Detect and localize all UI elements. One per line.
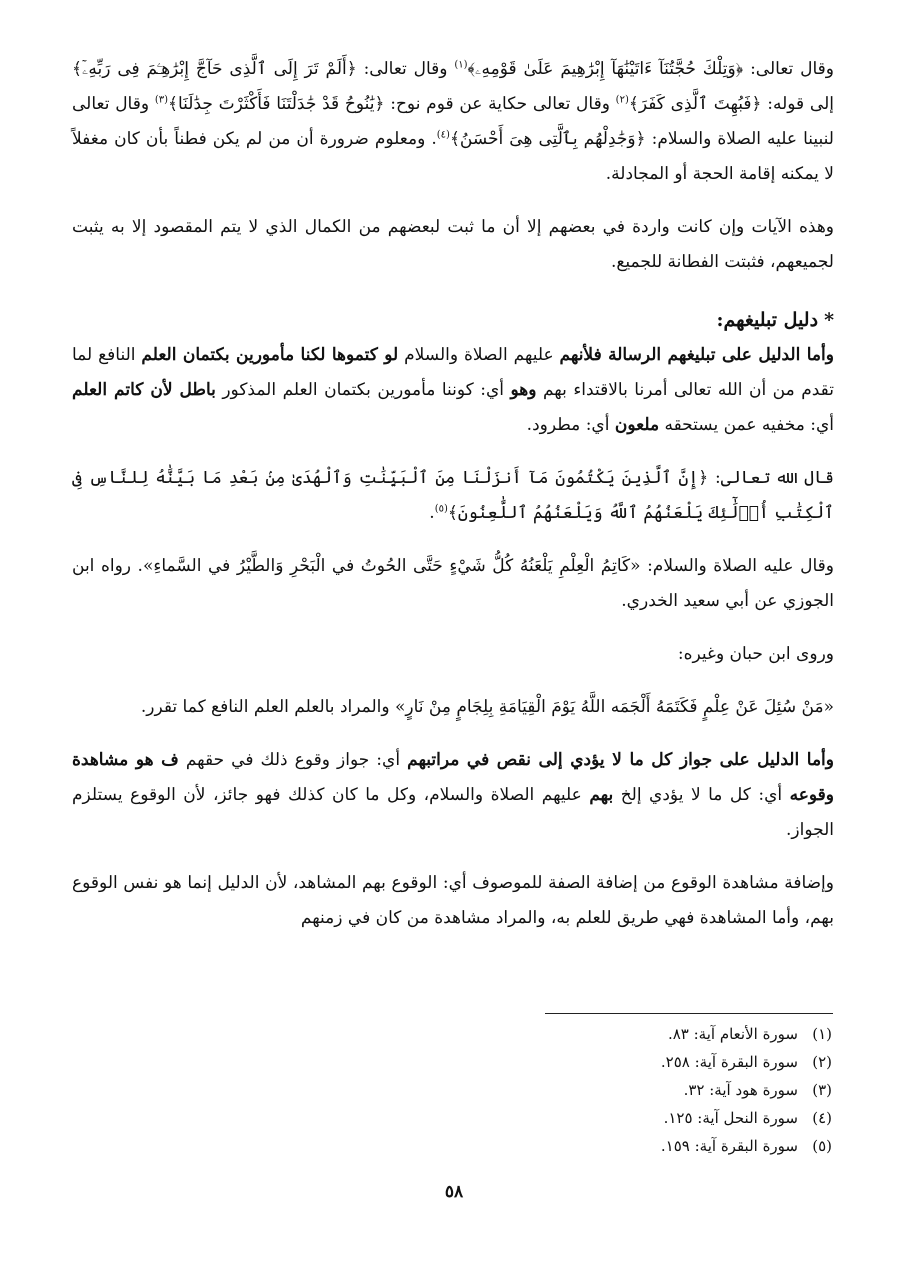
footnote-text: سورة هود آية: ٣٢. <box>683 1081 798 1099</box>
text-run: عليهم الصلاة والسلام <box>398 345 560 365</box>
footnote-text: سورة البقرة آية: ١٥٩. <box>660 1137 798 1155</box>
text-run: . <box>429 503 435 523</box>
text-run: وإضافة مشاهدة الوقوع من إضافة الصفة للموصوف أي: الوقوع بهم المشاهد، لأن الدليل إنما هو نفس الوقوع بهم، وأما المشاهدة فهي طريق للعلم به، والمراد مشاهدة من كان في زمنهم <box>72 873 834 928</box>
footnote-ref: (٥) <box>434 503 448 515</box>
paragraph <box>72 743 834 848</box>
bold-text: وهو <box>510 380 537 400</box>
section-heading <box>72 302 834 338</box>
paragraph <box>72 690 834 725</box>
paragraph <box>72 338 834 443</box>
text-run: أي: مخفيه عمن يستحقه <box>659 415 834 435</box>
text-run: أي: كل ما لا يؤدي إلخ <box>613 785 790 805</box>
bold-text: ف هو مشاهدة وقوعه <box>72 750 834 805</box>
footnote-divider <box>545 1013 833 1014</box>
page-number: ٥٨ <box>444 1182 464 1202</box>
footnote-number: (٥) <box>812 1137 832 1155</box>
text-run: أي: كوننا مأمورين بكتمان العلم المذكور <box>215 380 511 400</box>
footnote <box>532 1076 832 1104</box>
footnote-text: سورة البقرة آية: ٢٥٨. <box>660 1053 798 1071</box>
footnote-number: (٢) <box>812 1053 832 1071</box>
bold-text: وأما الدليل على تبليغهم الرسالة فلأنهم <box>559 345 834 365</box>
paragraph <box>72 866 834 936</box>
text-run: وقال تعالى حكاية عن قوم نوح: ﴿يَٰنُوحُ قَدْ جَٰدَلْتَنَا فَأَكْثَرْتَ جِدَٰلَنَا﴾ <box>168 94 616 114</box>
text-run: النافع لما تقدم من أن الله تعالى أمرنا بالاقتداء بهم <box>72 345 834 400</box>
paragraph <box>72 637 834 672</box>
footnote-ref: (٢) <box>615 94 629 106</box>
bold-text: ملعون <box>614 415 660 435</box>
text-run: . ومعلوم ضرورة أن من لم يكن فطناً بأن كان مغفلاً لا يمكنه إقامة الحجة أو المجادلة. <box>72 129 834 184</box>
text-run: وروى ابن حبان وغيره: <box>677 644 834 664</box>
bold-text: بهم <box>589 785 614 805</box>
footnotes <box>532 1020 832 1160</box>
footnote-text: سورة الأنعام آية: ٨٣. <box>667 1025 798 1043</box>
footnote-ref: (١) <box>454 59 468 71</box>
footnote-ref: (٣) <box>154 94 169 106</box>
text-run: عليهم الصلاة والسلام، وكل ما كان كذلك فهو جائز، لأن الوقوع يستلزم الجواز. <box>72 785 834 840</box>
bold-text: لو كتموها لكنا مأمورين بكتمان العلم <box>141 345 399 365</box>
text-run: وقال تعالى: ﴿أَلَمْ تَرَ إِلَى ٱلَّذِى حَآجَّ إِبْرَٰهِـۧمَ فِى رَبِّهِۦٓ﴾ إلى قوله: ﴿فَبُهِتَ ٱلَّذِى كَفَرَ﴾ <box>72 59 834 114</box>
text-run: وقال تعالى لنبينا عليه الصلاة والسلام: ﴿وَجَٰدِلْهُم بِٱلَّتِى هِىَ أَحْسَنُ﴾ <box>72 94 834 149</box>
footnote-text: سورة النحل آية: ١٢٥. <box>663 1109 798 1127</box>
paragraph <box>72 461 834 531</box>
text-run: وقال تعالى: ﴿وَتِلْكَ حُجَّتُنَآ ءَاتَيْنَٰهَآ إِبْرَٰهِيمَ عَلَىٰ قَوْمِهِۦ﴾ <box>467 59 834 79</box>
text-run: وهذه الآيات وإن كانت واردة في بعضهم إلا أن ما ثبت لبعضهم من الكمال الذي لا يتم المقصود إلا به يثبت لجميعهم، فثبتت الفطانة للجميع. <box>72 217 834 272</box>
heading-text: دليل تبليغهم: <box>716 309 819 331</box>
footnote <box>532 1132 832 1160</box>
star-icon: * <box>824 309 834 331</box>
bold-text: وأما الدليل على جواز كل ما لا يؤدي إلى نقص في مراتبهم <box>407 750 834 770</box>
text-run: أي: مطرود. <box>526 415 615 435</box>
text-run: «مَنْ سُئِلَ عَنْ عِلْمٍ فَكَتَمَهُ أَلْجَمَه اللَّهُ يَوْمَ الْقِيَامَةِ بِلِجَامٍ مِنْ نَارٍ» والمراد بالعلم العلم النافع كما تقرر. <box>140 697 834 717</box>
footnote <box>532 1104 832 1132</box>
footnote-number: (١) <box>812 1025 832 1043</box>
page-body <box>72 52 834 936</box>
footnote <box>532 1048 832 1076</box>
paragraph <box>72 549 834 619</box>
footnote-number: (٣) <box>812 1081 832 1099</box>
footnote-ref: (٤) <box>436 129 450 141</box>
text-run: قال الله تعالى: ﴿إِنَّ ٱلَّذِينَ يَكْتُمُونَ مَآ أَنزَلْنَا مِنَ ٱلْبَيِّنَٰتِ وَٱلْهُدَىٰ مِنۢ بَعْدِ مَا بَيَّنَّٰهُ لِلنَّاسِ فِى ٱلْكِتَٰبِ أُو۟لَٰٓئِكَ يَلْعَنُهُمُ ٱللَّهُ وَيَلْعَنُهُمُ ٱللَّٰعِنُونَ﴾ <box>72 468 834 523</box>
text-run: أي: جواز وقوع ذلك في حقهم <box>178 750 408 770</box>
paragraph <box>72 52 834 192</box>
bold-text: باطل لأن كاتم العلم <box>72 380 216 400</box>
paragraph <box>72 210 834 280</box>
footnote-number: (٤) <box>812 1109 832 1127</box>
footnote <box>532 1020 832 1048</box>
text-run: وقال عليه الصلاة والسلام: «كَاتِمُ الْعِلْمِ يَلْعَنُهُ كُلُّ شَيْءٍ حَتَّى الحُوتُ في الْبَحْرِ وَالطَّيْرُ في السَّماءِ». رواه ابن الجوزي عن أبي سعيد الخدري. <box>72 556 834 611</box>
